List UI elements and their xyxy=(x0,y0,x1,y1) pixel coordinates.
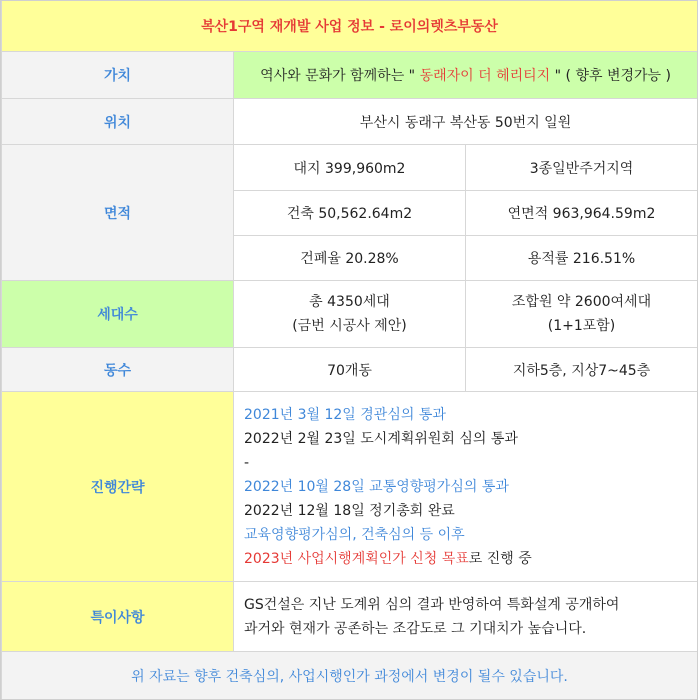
location-label: 위치 xyxy=(2,99,234,145)
building-floors: 지하5층, 지상7~45층 xyxy=(466,348,698,392)
complex-name: 동래자이 더 헤리티지 xyxy=(419,68,551,84)
households-members-line2: (1+1포함) xyxy=(547,318,616,334)
title-agency: 로이의렛츠부동산 xyxy=(389,19,498,35)
buildings-label: 동수 xyxy=(2,348,234,392)
total-floor-area: 연면적 963,964.59m2 xyxy=(466,191,698,236)
area-row-1 xyxy=(2,145,698,191)
progress-item: 2022년 12월 18일 정기총회 완료 xyxy=(244,502,455,519)
progress-goal: 2023년 사업시행계획인가 신청 목표 xyxy=(244,550,469,567)
value-row xyxy=(2,52,698,99)
households-total-line1: 총 4350세대 xyxy=(309,294,390,310)
table-title xyxy=(2,1,698,52)
households-row xyxy=(2,281,698,348)
project-info-table xyxy=(1,1,698,700)
households-label: 세대수 xyxy=(2,281,234,348)
location-row xyxy=(2,99,698,145)
footer-note: 위 자료는 향후 건축심의, 사업시행인가 과정에서 변경이 될수 있습니다. xyxy=(2,652,698,700)
households-total-line2: (금번 시공사 제안) xyxy=(292,318,407,334)
progress-item: 2021년 3월 12일 경관심의 통과 xyxy=(244,406,446,423)
location-value: 부산시 동래구 복산동 50번지 일원 xyxy=(234,99,698,145)
progress-cell xyxy=(234,392,698,582)
title-main: 복산1구역 재개발 사업 정보 - xyxy=(201,19,390,35)
site-area: 대지 399,960m2 xyxy=(234,145,466,191)
building-count: 70개동 xyxy=(234,348,466,392)
floor-area-ratio: 용적률 216.51% xyxy=(466,236,698,281)
households-members xyxy=(466,281,698,348)
building-area: 건축 50,562.64m2 xyxy=(234,191,466,236)
notes-line: GS건설은 지난 도계위 심의 결과 반영하여 특화설계 공개하여 xyxy=(244,596,620,613)
progress-row xyxy=(2,392,698,582)
value-cell xyxy=(234,52,698,99)
title-row xyxy=(2,1,698,52)
value-label: 가치 xyxy=(2,52,234,99)
area-label: 면적 xyxy=(2,145,234,281)
notes-cell xyxy=(234,582,698,652)
households-members-line1: 조합원 약 2600여세대 xyxy=(511,294,652,310)
progress-item: - xyxy=(244,454,250,471)
progress-item xyxy=(244,547,687,571)
notes-label: 특이사항 xyxy=(2,582,234,652)
value-suffix: " ( 향후 변경가능 ) xyxy=(550,68,671,84)
buildings-row xyxy=(2,348,698,392)
notes-row xyxy=(2,582,698,652)
progress-label: 진행간략 xyxy=(2,392,234,582)
households-total xyxy=(234,281,466,348)
building-coverage: 건폐율 20.28% xyxy=(234,236,466,281)
progress-goal-rest: 로 진행 중 xyxy=(468,550,532,567)
progress-item: 2022년 2월 23일 도시계획위원회 심의 통과 xyxy=(244,430,518,447)
notes-line: 과거와 현재가 공존하는 조감도로 그 기대치가 높습니다. xyxy=(244,620,587,637)
footer-row xyxy=(2,652,698,700)
value-prefix: 역사와 문화가 함께하는 " xyxy=(260,68,420,84)
progress-item: 교육영향평가심의, 건축심의 등 이후 xyxy=(244,526,465,543)
progress-item: 2022년 10월 28일 교통영향평가심의 통과 xyxy=(244,478,509,495)
zoning: 3종일반주거지역 xyxy=(466,145,698,191)
